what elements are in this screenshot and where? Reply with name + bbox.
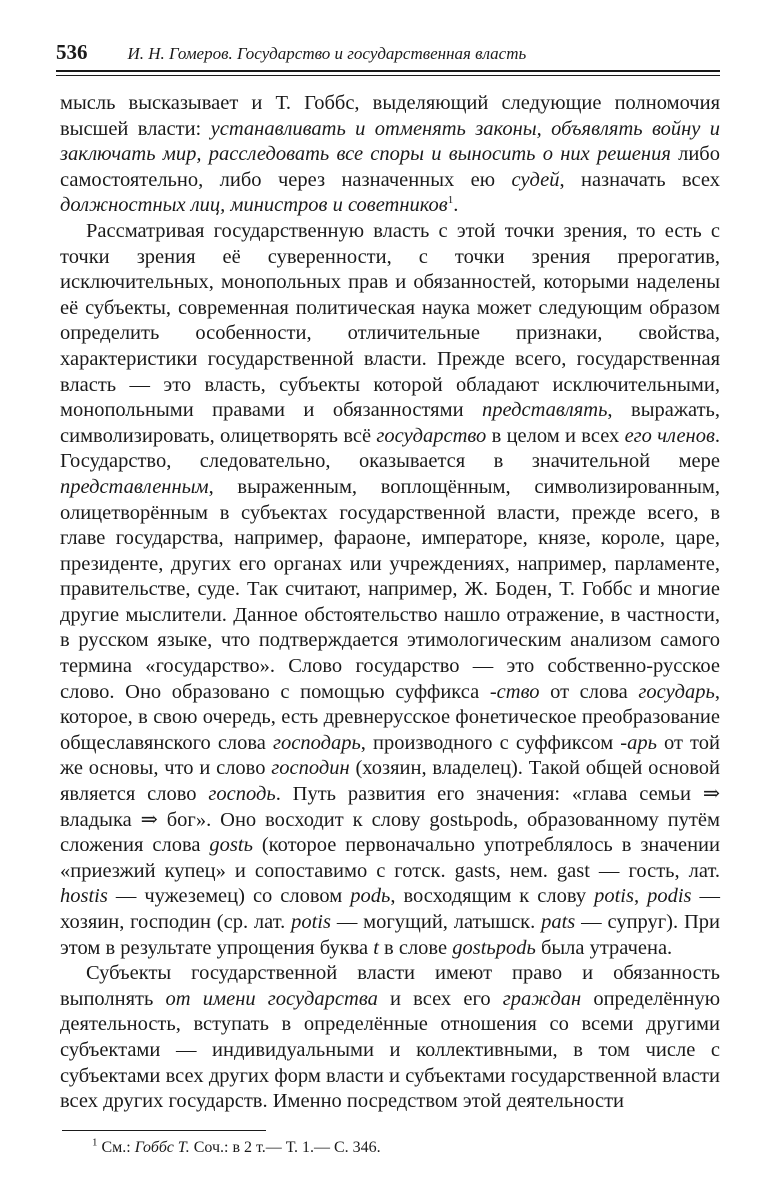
text-run: — хозяин, господин (ср. лат. — [60, 885, 721, 933]
italic-run: судей — [511, 168, 560, 191]
text-run: Субъекты государственной власти имеют право и обязанность выполнять — [60, 962, 720, 1010]
page-header — [56, 40, 720, 68]
italic-run: господь — [208, 783, 276, 806]
paragraph-3 — [60, 961, 720, 1115]
italic-run: господин — [271, 757, 350, 780]
text-run: была утрачена. — [535, 936, 673, 959]
text-run: либо самостоятельно, либо через назначенных ею — [60, 143, 720, 191]
text-run: , восходящим к слову — [390, 885, 595, 908]
text-run: мысль высказывает и Т. Гоббс, выделяющий следующие полномочия высшей власти: — [60, 92, 720, 140]
italic-run: potis — [291, 911, 331, 933]
page-number: 536 — [56, 40, 88, 64]
text-run: — чужеземец) со словом — [107, 885, 351, 908]
italic-run: господарь — [273, 731, 361, 754]
header-rule-thick — [56, 70, 720, 72]
header-rule-thin — [56, 75, 720, 76]
italic-run: pats — [541, 911, 576, 933]
text-run: . Путь развития его значения: «глава семьи ⇒ владыка ⇒ бог». Оно восходит к слову gostьpodь, образованному путём сложения слова — [60, 783, 721, 857]
text-run: — могущий, латышск. — [330, 911, 542, 933]
text-run: и всех его — [377, 987, 503, 1010]
italic-run: gostь — [209, 834, 253, 857]
italic-run: государство — [376, 424, 487, 447]
text-run: определённую деятельность, вступать в определённые отношения со всеми другими субъектами — индивидуальными и коллективными, в том числе с субъектами всех других форм власти и субъектами государственной власти всех других государств. Именно посредством этой деятельности — [60, 987, 721, 1113]
text-run: (хозяин, владелец). Такой общей основой является слово — [60, 757, 720, 806]
italic-run: -арь — [620, 731, 657, 754]
italic-run: его членов — [624, 424, 715, 447]
footnote-marker: 1 — [92, 1136, 98, 1149]
text-run: , выраженным, воплощённым, символизированным, олицетворённым в субъектах государственной власти, прежде всего, в главе государства, например, фараоне, императоре, князе, короле, царе, президенте, других его органах или учреждениях, например, парламенте, правительстве, суде. Так считают, например, Ж. Боден, Т. Гоббс и многие другие мыслители. Данное обстоятельство нашло отражение, в частности, в русском языке, что подтверждается этимологическим анализом самого термина «государство». Слово государство — это собственно-русское слово. Оно образовано с помощью суффикса — [60, 475, 720, 703]
italic-run: podis — [647, 885, 692, 908]
italic-run: представленным — [60, 475, 209, 498]
text-run: , — [633, 885, 648, 908]
footnote-rule — [62, 1130, 266, 1131]
italic-run: podь — [350, 885, 391, 908]
text-run: от слова — [539, 680, 639, 703]
italic-run: от имени государства — [165, 987, 378, 1010]
italic-run: граждан — [502, 987, 582, 1010]
italic-run: -ство — [489, 680, 540, 703]
text-run: в целом и всех — [486, 424, 625, 447]
text-run: , производного с суффиксом — [360, 731, 621, 754]
italic-run: представлять — [482, 399, 608, 422]
italic-run: potis — [594, 885, 634, 908]
text-run: (которое первоначально употреблялось в значении «приезжий купец» и сопоставимо с готск. gasts, нем. gast — гость, лат. — [60, 834, 720, 882]
running-title: И. Н. Гомеров. Государство и государственная власть — [127, 44, 527, 63]
italic-run: hostis — [60, 885, 108, 908]
italic-run: государь — [638, 680, 715, 703]
text-run: . Государство, следовательно, оказывается в значительной мере — [60, 424, 720, 473]
text-run: Рассматривая государственную власть с этой точки зрения, то есть с точки зрения её суверенности, с точки зрения прерогатив, исключительных, монопольных прав и обязанностей, которыми наделены её субъекты, современная политическая наука может следующим образом определить особенности, отличительные признаки, свойства, характеристики государственной власти. Прежде всего, государственная власть — это власть, субъекты которой обладают исключительными, монопольными правами и обязанностями — [60, 219, 720, 422]
text-run: , которое, в свою очередь, есть древнерусское фонетическое преобразование общеславянского слова — [60, 680, 720, 754]
paragraph-2 — [60, 219, 720, 961]
italic-run: Гоббс Т. — [134, 1139, 190, 1156]
footnote — [92, 1138, 381, 1158]
italic-run: должностных лиц, министров и советников — [60, 194, 448, 217]
text-run: — супруг). При этом в результате упрощения буква — [60, 911, 721, 959]
text-run: в слове — [378, 936, 453, 959]
italic-run: gostьpodь — [452, 936, 536, 959]
text-run: См.: — [97, 1139, 135, 1156]
italic-run: t — [373, 936, 379, 959]
text-run: , назначать всех — [559, 168, 720, 191]
text-run: . — [453, 194, 459, 217]
body-text — [60, 91, 720, 1115]
text-run: от той же основы, что и слово — [60, 731, 720, 780]
footnote-reference: 1 — [447, 194, 454, 207]
paragraph-1 — [60, 91, 720, 219]
text-run: , выражать, символизировать, олицетворять всё — [60, 399, 721, 447]
italic-run: устанавливать и отменять законы, объявлять войну и заключать мир, расследовать все споры и выносить о них решения — [60, 117, 720, 166]
text-run: Соч.: в 2 т.— Т. 1.— С. 346. — [189, 1139, 381, 1156]
